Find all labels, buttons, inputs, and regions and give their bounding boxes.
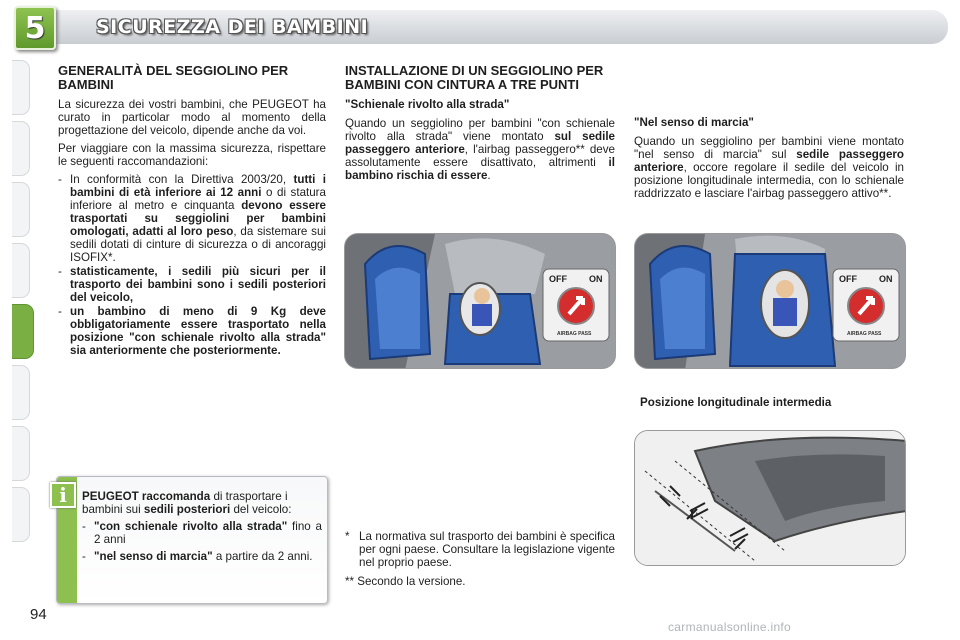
- chapter-tab[interactable]: [12, 60, 30, 115]
- paragraph: La sicurezza dei vostri bambini, che PEUGEOT ha curato in particolar modo al momento della progettazione del veicolo, dipende anche da voi.: [58, 98, 326, 137]
- chapter-number-badge: [14, 6, 56, 50]
- info-lead: PEUGEOT raccomanda di trasportare i bambini sui sedili posteriori del veicolo:: [82, 490, 292, 516]
- footnote: ** Secondo la versione.: [345, 575, 466, 588]
- list-item: - In conformità con la Direttiva 2003/20, tutti i bambini di età inferiore ai 12 anni o di statura inferiore al metro e cinquanta devono essere trasportati su seggiolini per bambini omologati, adatti al loro peso, da sistemare sui sedili dotati di cinture di sicurezza o di ancoraggi ISOFIX*.: [58, 173, 326, 264]
- forward-facing-seat-illustration: [634, 233, 906, 369]
- middle-column: [345, 64, 615, 187]
- panel-airbag-label: AIRBAG PASS: [557, 331, 592, 337]
- recommendation-list: [58, 173, 326, 357]
- car-interior-drawing: [635, 234, 906, 369]
- info-icon: i: [50, 482, 76, 508]
- right-column: [634, 116, 904, 205]
- chapter-tab-active[interactable]: [12, 304, 34, 359]
- seat-position-caption: Posizione longitudinale intermedia: [640, 396, 832, 409]
- chapter-tab[interactable]: [12, 426, 30, 481]
- seat-rail-illustration: [634, 430, 906, 566]
- page-number: 94: [30, 606, 47, 623]
- section-heading: INSTALLAZIONE DI UN SEGGIOLINO PER BAMBINI CON CINTURA A TRE PUNTI: [345, 63, 604, 92]
- paragraph: Quando un seggiolino per bambini viene montato "nel senso di marcia" sul sedile passeggero anteriore, occore regolare il sedile del veicolo in posizione longitudinale intermedia, con lo schienale raddrizzato e lasciare l'airbag passeggero attivo**.: [634, 135, 904, 200]
- chapter-tabs: [0, 60, 38, 548]
- panel-on-label: ON: [589, 274, 603, 284]
- panel-off-label: OFF: [839, 274, 857, 284]
- list-item: - "nel senso di marcia" a partire da 2 anni.: [82, 550, 322, 563]
- sub-heading: "Schienale rivolto alla strada": [345, 98, 510, 111]
- seat-rail-drawing: [635, 431, 906, 566]
- watermark: carmanualsonline.info: [668, 620, 792, 634]
- footnote: * La normativa sul trasporto dei bambini è specifica per ogni paese. Consultare la legislazione vigente nel proprio paese.: [345, 530, 615, 569]
- chapter-tab[interactable]: [12, 365, 30, 420]
- left-column: [58, 64, 326, 358]
- list-item: - "con schienale rivolto alla strada" fino a 2 anni: [82, 520, 322, 546]
- section-heading: GENERALITÀ DEL SEGGIOLINO PER BAMBINI: [58, 63, 289, 92]
- car-interior-drawing: [345, 234, 616, 369]
- panel-off-label: OFF: [549, 274, 567, 284]
- chapter-tab[interactable]: [12, 487, 30, 542]
- sub-heading: "Nel senso di marcia": [634, 116, 754, 129]
- chapter-number: 5: [24, 10, 46, 46]
- list-item: - un bambino di meno di 9 Kg deve obbligatoriamente essere trasportato nella posizione "con schienale rivolto alla strada" sia anteriormente che posteriormente.: [58, 305, 326, 357]
- panel-on-label: ON: [879, 274, 893, 284]
- info-list: [82, 520, 322, 563]
- paragraph: Quando un seggiolino per bambini "con schienale rivolto alla strada" viene montato sul sedile passeggero anteriore, l'airbag passeggero** deve assolutamente essere disattivato, altrimenti il bambino rischia di essere.: [345, 117, 616, 182]
- chapter-tab[interactable]: [12, 182, 30, 237]
- panel-airbag-label: AIRBAG PASS: [847, 331, 882, 337]
- paragraph: Per viaggiare con la massima sicurezza, rispettare le seguenti raccomandazioni:: [58, 142, 326, 168]
- footnotes: [345, 530, 615, 594]
- info-text: [82, 490, 322, 567]
- rear-facing-seat-illustration: [344, 233, 616, 369]
- list-item: - statisticamente, i sedili più sicuri per il trasporto dei bambini sono i sedili posteriori del veicolo,: [58, 265, 326, 304]
- chapter-tab[interactable]: [12, 121, 30, 176]
- chapter-title: SICUREZZA DEI BAMBINI: [96, 16, 369, 38]
- chapter-tab[interactable]: [12, 243, 30, 298]
